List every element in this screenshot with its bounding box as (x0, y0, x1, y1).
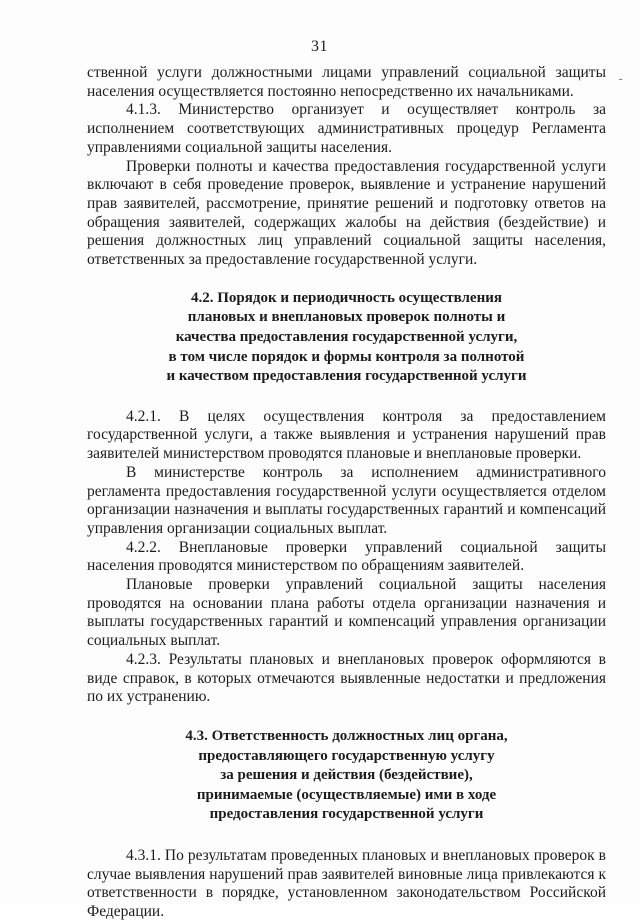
page-number: 31 (311, 38, 328, 55)
heading-line: за решения и действия (бездействие), (220, 767, 473, 784)
document-body (87, 64, 606, 922)
paragraph-inspections: Проверки полноты и качества предоставления государственной услуги включают в себя проведение проверок, выявление и устранение нарушений прав заявителей, рассмотрение, принятие решений и подготовку ответов на обращения заявителей, содержащих жалобы на действия (бездействие) и решения должностных лиц управлений социальной защиты населения, ответственных за предоставление государственной услуги. (87, 157, 606, 269)
heading-line: предоставления государственной услуги (209, 806, 484, 823)
paragraph-4-2-3: 4.2.3. Результаты плановых и внеплановых проверок оформляются в виде справок, в которых отмечаются выявленные недостатки и предложения по их устранению. (87, 650, 606, 706)
heading-line: и качеством предоставления государственной услуги (166, 368, 527, 385)
section-heading-4-2 (87, 289, 606, 387)
heading-line: 4.3. Ответственность должностных лиц органа, (185, 727, 508, 744)
paragraph-4-3-1: 4.3.1. По результатам проведенных плановых и внеплановых проверок в случае выявления нарушений прав заявителей виновные лица привлекаются к ответственности в порядке, установленном законодательством Российской Федерации. (87, 846, 606, 921)
heading-line: предоставляющего государственную услугу (198, 747, 495, 764)
heading-line: принимаемые (осуществляемые) ими в ходе (196, 786, 497, 803)
paragraph-4-2-2: 4.2.2. Внеплановые проверки управлений социальной защиты населения проводятся министерством по обращениям заявителей. (87, 538, 606, 575)
section-heading-4-3 (87, 727, 606, 825)
margin-mark-icon: - (618, 72, 623, 87)
paragraph-4-2-1: 4.2.1. В целях осуществления контроля за предоставлением государственной услуги, а также выявления и устранения нарушений прав заявителей министерством проводятся плановые и внеплановые проверки. (87, 407, 606, 463)
heading-line: плановых и внеплановых проверок полноты и (187, 309, 506, 326)
paragraph-4-1-3: 4.1.3. Министерство организует и осуществляет контроль за исполнением соответствующих административных процедур Регламента управлениями социальной защиты населения. (87, 101, 606, 156)
heading-line: 4.2. Порядок и периодичность осуществления (190, 289, 502, 306)
paragraph-ministry-control: В министерстве контроль за исполнением административного регламента предоставления государственной услуги осуществляется отделом организации назначения и выплаты государственных гарантий и компенсаций управления организации социальных выплат. (87, 463, 606, 537)
paragraph-planned-checks: Плановые проверки управлений социальной защиты населения проводятся на основании плана работы отдела организации назначения и выплаты государственных гарантий и компенсаций управления организации социальных выплат. (87, 576, 606, 650)
paragraph-continuation: ственной услуги должностными лицами управлений социальной защиты населения осуществляется постоянно непосредственно их начальниками. (87, 64, 606, 100)
heading-line: в том числе порядок и формы контроля за полнотой (168, 348, 525, 365)
heading-line: качества предоставления государственной услуги, (175, 328, 518, 345)
